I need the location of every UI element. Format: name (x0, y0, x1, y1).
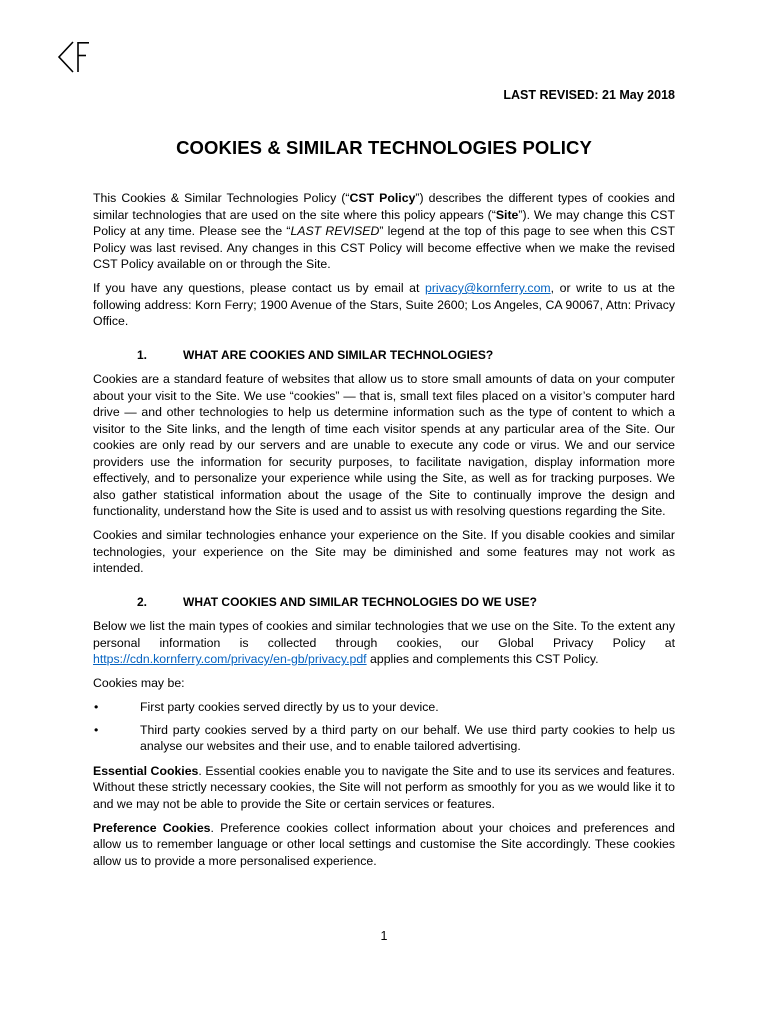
section-text: applies and complements this CST Policy. (366, 652, 599, 666)
section-title: WHAT COOKIES AND SIMILAR TECHNOLOGIES DO WE USE? (183, 594, 537, 609)
essential-cookies-paragraph (93, 763, 675, 813)
document-body (93, 190, 675, 877)
cst-policy-term: CST Policy (349, 191, 416, 205)
section-number: 2. (137, 594, 148, 609)
last-revised-date: LAST REVISED: 21 May 2018 (503, 88, 675, 102)
bullet-icon: • (94, 722, 99, 737)
section-number: 1. (137, 347, 148, 362)
intro-text: , or write to us at the following address: Korn Ferry; 1900 Avenue of the Stars, Suite 2600; Los Angeles, CA 90067, Attn: Privacy Office. (93, 281, 675, 328)
privacy-email-link[interactable]: privacy@kornferry.com (424, 281, 551, 295)
cookie-party-list (93, 699, 675, 755)
preference-cookies-text: . Preference cookies collect information about your choices and preferences and allow us to remember language or other local settings and customise the Site accordingly. These cookies allow us to provide a more personalised experience. (93, 820, 675, 868)
preference-cookies-label: Preference Cookies (93, 820, 211, 835)
bullet-icon: • (94, 700, 99, 714)
section-text: Below we list the main types of cookies and similar technologies that we use on the Site. To the extent any personal information is collected through cookies, our Global Privacy Policy at (93, 619, 675, 650)
section-title: WHAT ARE COOKIES AND SIMILAR TECHNOLOGIES? (183, 347, 494, 362)
intro-text: ” legend at the top of this page to see when this CST Policy was last revised. Any changes in this CST Policy will become effective when we make the revised CST Policy available on or through the Site. (93, 224, 676, 271)
intro-text: ”) describes the different types of cookies and similar technologies that are used on the site where this policy appears (“ (93, 191, 675, 222)
intro-paragraph-1 (93, 190, 675, 273)
intro-text: ”). We may change this CST Policy at any time. Please see the “ (93, 207, 676, 238)
section-1-paragraph-1: Cookies are a standard feature of websites that allow us to store small amounts of data on your computer about your visit to the Site. We use “cookies” — that is, small text files placed on a visitor’s computer hard drive — and other technologies to help us determine information such as the type of content to which a visitor to the Site links, and the length of time each visitor spends at any particular area of the Site. Our cookies are only read by our servers and are unable to execute any code or virus. We and our service providers use the information for security purposes, to facilitate navigation, display information more effectively, and to personalize your experience while using the Site, as well as for tracking purposes. We also gather statistical information about the usage of the Site to continually improve the design and functionality, understand how the Site is used and to assist us with resolving questions regarding the Site. (93, 372, 675, 518)
last-revised-term: LAST REVISED (290, 224, 380, 238)
list-item (93, 722, 675, 755)
section-2-paragraph-1 (93, 618, 675, 668)
list-item-text: Third party cookies served by a third party on our behalf. We use third party cookies to help us analyse our websites and their use, and to enable tailored advertising. (140, 722, 675, 753)
cookies-may-be-text: Cookies may be: (93, 676, 185, 690)
document-title: COOKIES & SIMILAR TECHNOLOGIES POLICY (176, 137, 592, 158)
korn-ferry-logo (56, 40, 98, 74)
intro-text: If you have any questions, please contact us by email at (93, 281, 425, 295)
list-item (93, 699, 675, 716)
section-2-heading (93, 594, 675, 611)
section-1-heading (93, 347, 675, 364)
page-number: 1 (380, 929, 388, 943)
essential-cookies-text: . Essential cookies enable you to navigate the Site and to use its services and features. Without these strictly necessary cookies, the Site will not perform as smoothly for you as we would like it to and we may not be able to provide the Site or certain services or features. (93, 763, 675, 811)
essential-cookies-label: Essential Cookies (93, 763, 199, 778)
intro-text: This Cookies & Similar Technologies Policy (“ (93, 191, 350, 205)
preference-cookies-paragraph (93, 820, 675, 870)
privacy-policy-link[interactable]: https://cdn.kornferry.com/privacy/en-gb/privacy.pdf (93, 652, 367, 666)
site-term: Site (495, 207, 519, 222)
section-1-paragraph-2: Cookies and similar technologies enhance your experience on the Site. If you disable cookies and similar technologies, your experience on the Site may be diminished and some features may not work as intended. (93, 528, 675, 575)
intro-paragraph-2 (93, 280, 675, 330)
list-item-text: First party cookies served directly by us to your device. (140, 700, 439, 714)
